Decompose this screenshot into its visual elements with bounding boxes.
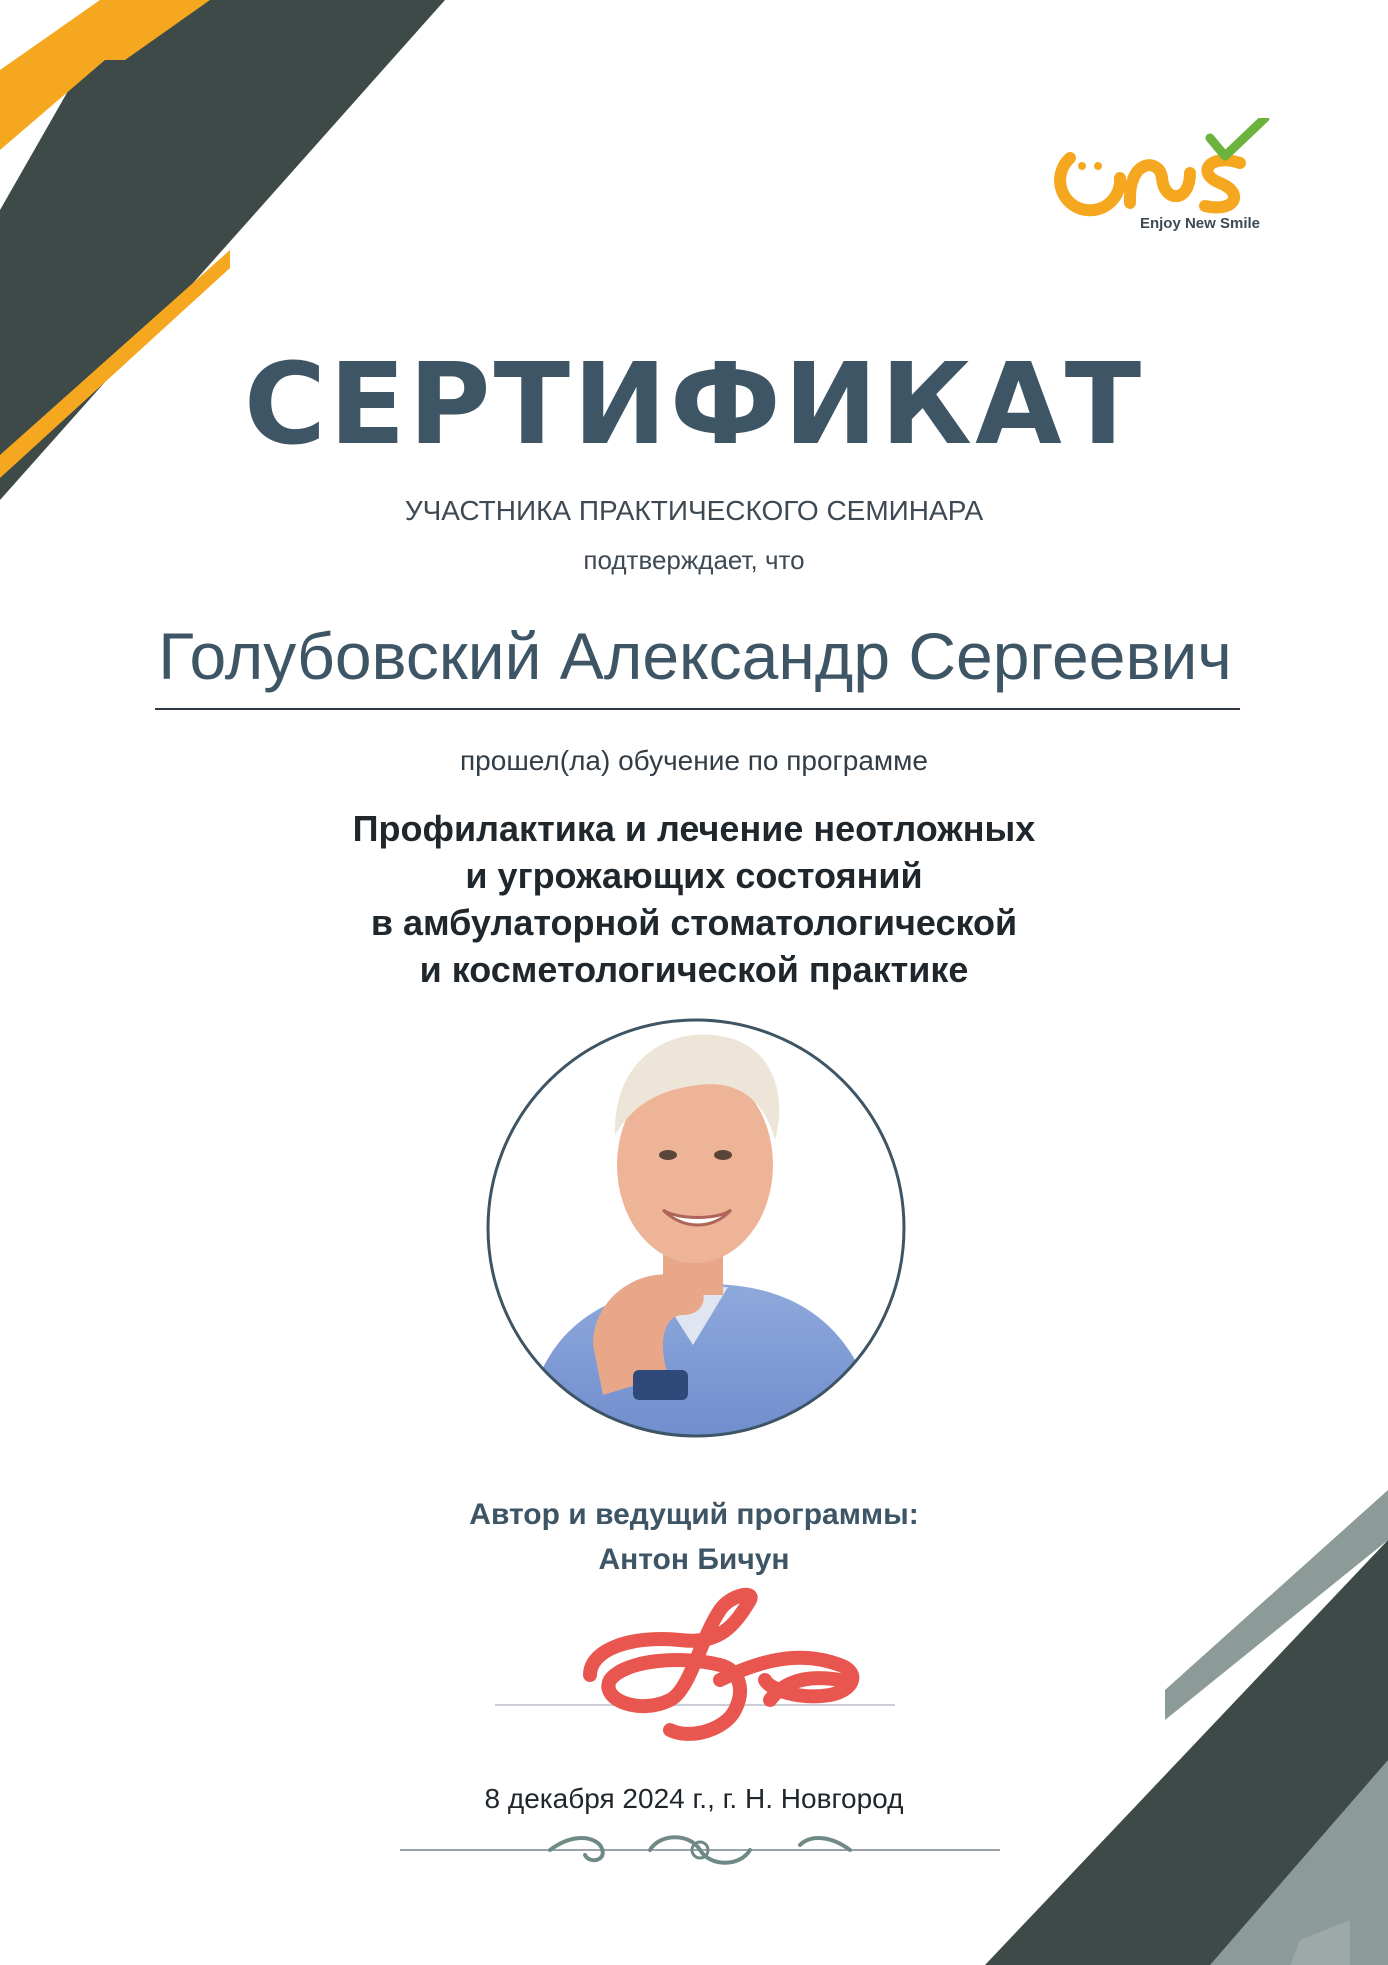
photo-watch xyxy=(633,1370,688,1400)
logo-n-stroke xyxy=(1130,165,1190,203)
certificate-subtitle: УЧАСТНИКА ПРАКТИЧЕСКОГО СЕМИНАРА xyxy=(404,495,984,526)
logo-check-icon xyxy=(1210,118,1265,156)
passed-text: прошел(ла) обучение по программе xyxy=(460,745,928,776)
program-line: и угрожающих состояний xyxy=(465,855,923,896)
participant-name: Голубовский Александр Сергеевич xyxy=(158,619,1232,693)
author-photo xyxy=(483,1015,909,1441)
photo-eye-left xyxy=(659,1150,677,1160)
logo-caption: Enjoy New Smile xyxy=(1139,215,1260,232)
signature xyxy=(570,1580,890,1750)
confirms-text: подтверждает, что xyxy=(583,545,805,575)
program-line: в амбулаторной стоматологической xyxy=(370,902,1018,943)
program-line: и косметологической практике xyxy=(419,949,969,990)
logo-s-stroke xyxy=(1205,160,1240,207)
logo-eye-left xyxy=(1078,162,1086,170)
date-place: 8 декабря 2024 г., г. Н. Новгород xyxy=(484,1783,904,1814)
program-line: Профилактика и лечение неотложных xyxy=(352,808,1036,849)
name-underline xyxy=(155,708,1240,710)
certificate-title: СЕРТИФИКАТ xyxy=(243,340,1145,470)
program-title xyxy=(0,805,1388,993)
photo-eye-right xyxy=(714,1150,732,1160)
signature-stroke xyxy=(590,1595,852,1734)
author-name: Антон Бичун xyxy=(598,1543,790,1576)
logo-smile-stroke xyxy=(1060,158,1120,210)
ornament-divider xyxy=(400,1825,1000,1875)
logo-eye-right xyxy=(1094,162,1102,170)
author-label: Автор и ведущий программы: xyxy=(469,1498,919,1531)
